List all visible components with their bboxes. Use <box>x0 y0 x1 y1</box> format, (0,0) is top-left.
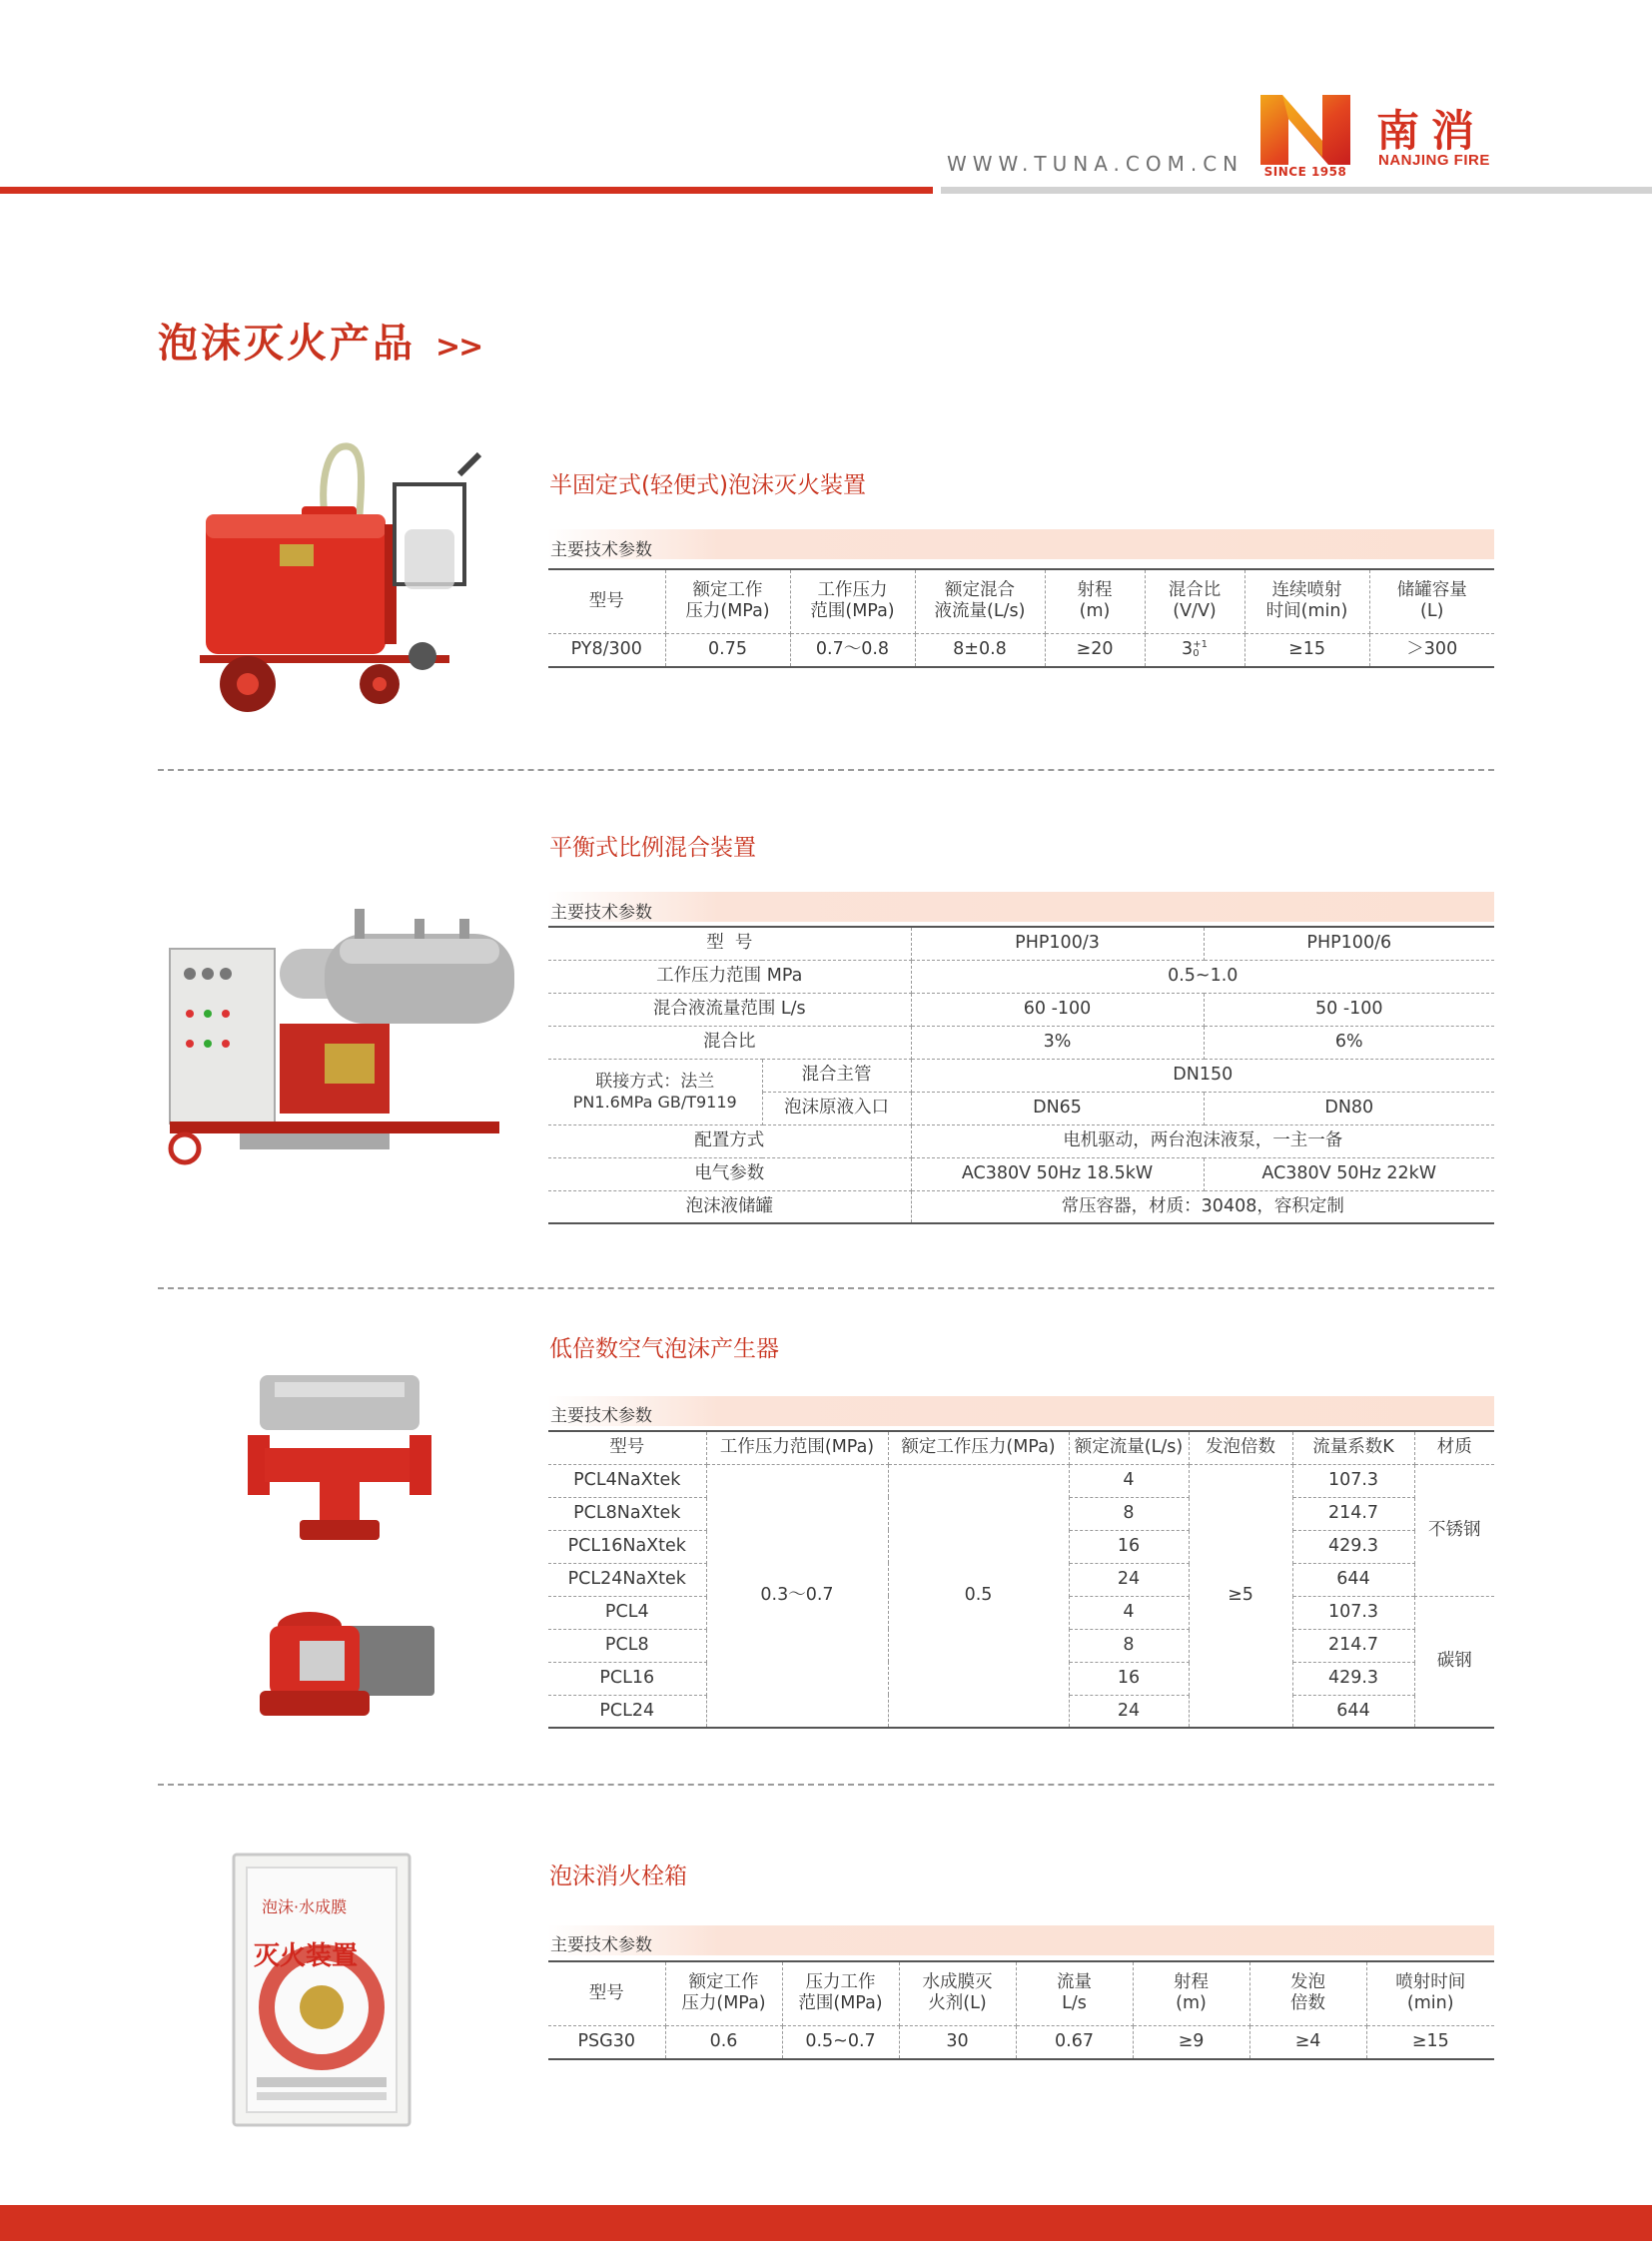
s1-header-model: 型号 <box>548 569 665 633</box>
s1-header-spray-time: 连续喷射 时间(min) <box>1244 569 1369 633</box>
section3-title: 低倍数空气泡沫产生器 <box>549 1336 779 1362</box>
s3-header-flow: 额定流量(L/s) <box>1069 1431 1189 1464</box>
table-row-model: PCL8 <box>548 1629 706 1662</box>
section4-title: 泡沫消火栓箱 <box>549 1864 687 1889</box>
s1-cell-tank: ＞300 <box>1369 633 1494 667</box>
table-row-k: 107.3 <box>1292 1596 1414 1629</box>
table-row-flow: 4 <box>1069 1464 1189 1497</box>
section3-spec-band <box>547 1396 1494 1426</box>
page-title-text: 泡沫灭火产品 <box>158 321 415 367</box>
foam-generator-image-carbon <box>255 1596 439 1731</box>
s3-header-k: 流量系数K <box>1292 1431 1414 1464</box>
s1-header-ratio: 混合比 (V/V) <box>1145 569 1244 633</box>
s1-cell-ratio <box>1145 633 1244 667</box>
table-row-k: 107.3 <box>1292 1464 1414 1497</box>
s4-header-flow: 流量 L/s <box>1016 1961 1133 2025</box>
s1-header-pressure-range: 工作压力 范围(MPa) <box>790 569 915 633</box>
website-url[interactable]: WWW.TUNA.COM.CN <box>947 152 1244 176</box>
table-row-model: PCL4NaXtek <box>548 1464 706 1497</box>
table-row-flow: 16 <box>1069 1530 1189 1563</box>
s4-header-rated-pressure: 额定工作 压力(MPa) <box>665 1961 782 2025</box>
s1-ratio-sup: +1 <box>1193 639 1208 651</box>
section2-spec-table <box>548 926 1494 1224</box>
s2-main-pipe-value: DN150 <box>911 1059 1494 1092</box>
s4-header-agent: 水成膜灭 火剂(L) <box>899 1961 1016 2025</box>
table-row-flow: 16 <box>1069 1662 1189 1695</box>
s2-inlet-a: DN65 <box>911 1092 1204 1124</box>
s1-ratio-sub: 0 <box>1193 648 1200 660</box>
section2-spec-band <box>547 892 1494 922</box>
table-row-flow: 4 <box>1069 1596 1189 1629</box>
s3-header-material: 材质 <box>1414 1431 1494 1464</box>
s1-header-range: 射程 (m) <box>1045 569 1145 633</box>
table-row-flow: 24 <box>1069 1695 1189 1728</box>
section1-spec-band <box>547 529 1494 559</box>
section4-spec-table <box>548 1960 1494 2060</box>
s3-material-carbon: 碳钢 <box>1414 1596 1494 1728</box>
s1-cell-spray-time: ≥15 <box>1244 633 1369 667</box>
table-row-k: 644 <box>1292 1695 1414 1728</box>
header-red-bar <box>0 187 933 194</box>
logo-since: SINCE 1958 <box>1263 165 1347 179</box>
s1-cell-model: PY8/300 <box>548 633 665 667</box>
s2-ratio-b: 6% <box>1204 1026 1494 1059</box>
s2-connection-line2: PN1.6MPa GB/T9119 <box>572 1092 737 1112</box>
divider-2 <box>158 1287 1494 1289</box>
table-row-flow: 24 <box>1069 1563 1189 1596</box>
s2-label-config: 配置方式 <box>548 1124 911 1157</box>
s4-header-range: 射程 (m) <box>1133 1961 1249 2025</box>
table-row-flow: 8 <box>1069 1497 1189 1530</box>
s2-ratio-a: 3% <box>911 1026 1204 1059</box>
section3-spec-table <box>548 1430 1494 1729</box>
s2-label-model: 型 号 <box>548 927 911 960</box>
s2-electrical-a: AC380V 50Hz 18.5kW <box>911 1157 1204 1190</box>
s1-cell-rated-pressure: 0.75 <box>665 633 790 667</box>
s2-label-inlet: 泡沫原液入口 <box>762 1092 911 1124</box>
s2-label-pressure: 工作压力范围 MPa <box>548 960 911 993</box>
divider-3 <box>158 1784 1494 1786</box>
footer-red-bar <box>0 2205 1652 2241</box>
s2-flow-a: 60 -100 <box>911 993 1204 1026</box>
s4-cell-spray-time: ≥15 <box>1366 2025 1494 2059</box>
s3-header-rated-pressure: 额定工作压力(MPa) <box>888 1431 1069 1464</box>
s1-header-flow: 额定混合 液流量(L/s) <box>915 569 1045 633</box>
s4-header-expansion: 发泡 倍数 <box>1249 1961 1366 2025</box>
table-row-flow: 8 <box>1069 1629 1189 1662</box>
s3-header-model: 型号 <box>548 1431 706 1464</box>
s3-rated-pressure-value: 0.5 <box>888 1464 1069 1728</box>
foam-generator-image-stainless <box>240 1370 439 1555</box>
table-row-model: PCL8NaXtek <box>548 1497 706 1530</box>
section4-spec-band <box>547 1925 1494 1955</box>
s2-label-ratio: 混合比 <box>548 1026 911 1059</box>
table-row-k: 429.3 <box>1292 1530 1414 1563</box>
cabinet-label-top: 泡沫·水成膜 <box>262 1897 348 1916</box>
proportioning-device-image <box>150 894 534 1178</box>
s2-config-value: 电机驱动，两台泡沫液泵，一主一备 <box>911 1124 1494 1157</box>
s2-electrical-b: AC380V 50Hz 22kW <box>1204 1157 1494 1190</box>
s2-label-main-pipe: 混合主管 <box>762 1059 911 1092</box>
s2-inlet-b: DN80 <box>1204 1092 1494 1124</box>
table-row-k: 214.7 <box>1292 1629 1414 1662</box>
section1-spec-label: 主要技术参数 <box>550 540 652 560</box>
section1-title: 半固定式(轻便式)泡沫灭火装置 <box>549 472 866 498</box>
s4-header-pressure-range: 压力工作 范围(MPa) <box>782 1961 899 2025</box>
foam-cart-image <box>190 434 484 714</box>
table-row-model: PCL16 <box>548 1662 706 1695</box>
table-row-k: 429.3 <box>1292 1662 1414 1695</box>
s4-cell-pressure-range: 0.5~0.7 <box>782 2025 899 2059</box>
section1-spec-table <box>548 568 1494 668</box>
s2-label-electrical: 电气参数 <box>548 1157 911 1190</box>
s2-pressure-value: 0.5~1.0 <box>911 960 1494 993</box>
section2-title: 平衡式比例混合装置 <box>549 835 756 861</box>
s3-material-stainless: 不锈钢 <box>1414 1464 1494 1596</box>
brand-name-en: NANJING FIRE <box>1378 152 1490 169</box>
s1-header-tank: 储罐容量 (L) <box>1369 569 1494 633</box>
s1-cell-flow: 8±0.8 <box>915 633 1045 667</box>
section3-spec-label: 主要技术参数 <box>550 1406 652 1426</box>
s2-flow-b: 50 -100 <box>1204 993 1494 1026</box>
table-row-k: 644 <box>1292 1563 1414 1596</box>
table-row-model: PCL24NaXtek <box>548 1563 706 1596</box>
s2-tank-value: 常压容器，材质：30408，容积定制 <box>911 1190 1494 1223</box>
s2-label-connection <box>548 1059 762 1124</box>
s4-cell-flow: 0.67 <box>1016 2025 1133 2059</box>
s2-model-b: PHP100/6 <box>1204 927 1494 960</box>
page-title <box>158 312 481 369</box>
table-row-model: PCL4 <box>548 1596 706 1629</box>
s3-expansion-value: ≥5 <box>1189 1464 1292 1728</box>
s1-ratio-value: 3 <box>1182 639 1194 660</box>
s1-cell-range: ≥20 <box>1045 633 1145 667</box>
s4-cell-range: ≥9 <box>1133 2025 1249 2059</box>
s3-header-expansion: 发泡倍数 <box>1189 1431 1292 1464</box>
title-arrow-icon: >> <box>435 330 482 365</box>
s3-header-pressure-range: 工作压力范围(MPa) <box>706 1431 888 1464</box>
brand-name-cn: 南消 <box>1376 107 1486 157</box>
header-gray-bar <box>941 187 1652 194</box>
s3-pressure-range-value: 0.3～0.7 <box>706 1464 888 1728</box>
s2-label-tank: 泡沫液储罐 <box>548 1190 911 1223</box>
s4-cell-model: PSG30 <box>548 2025 665 2059</box>
cabinet-label-main: 灭火装置 <box>254 1941 359 1971</box>
s2-connection-line1: 联接方式：法兰 <box>595 1072 715 1093</box>
divider-1 <box>158 769 1494 771</box>
section4-spec-label: 主要技术参数 <box>550 1935 652 1955</box>
s4-header-model: 型号 <box>548 1961 665 2025</box>
s1-cell-pressure-range: 0.7～0.8 <box>790 633 915 667</box>
table-row-k: 214.7 <box>1292 1497 1414 1530</box>
s1-header-rated-pressure: 额定工作 压力(MPa) <box>665 569 790 633</box>
s4-cell-expansion: ≥4 <box>1249 2025 1366 2059</box>
s4-cell-agent: 30 <box>899 2025 1016 2059</box>
nanjing-fire-logo-icon <box>1260 95 1350 165</box>
s4-cell-rated-pressure: 0.6 <box>665 2025 782 2059</box>
table-row-model: PCL24 <box>548 1695 706 1728</box>
s4-header-spray-time: 喷射时间 (min) <box>1366 1961 1494 2025</box>
section2-spec-label: 主要技术参数 <box>550 903 652 923</box>
s2-label-flow: 混合液流量范围 L/s <box>548 993 911 1026</box>
s2-model-a: PHP100/3 <box>911 927 1204 960</box>
table-row-model: PCL16NaXtek <box>548 1530 706 1563</box>
